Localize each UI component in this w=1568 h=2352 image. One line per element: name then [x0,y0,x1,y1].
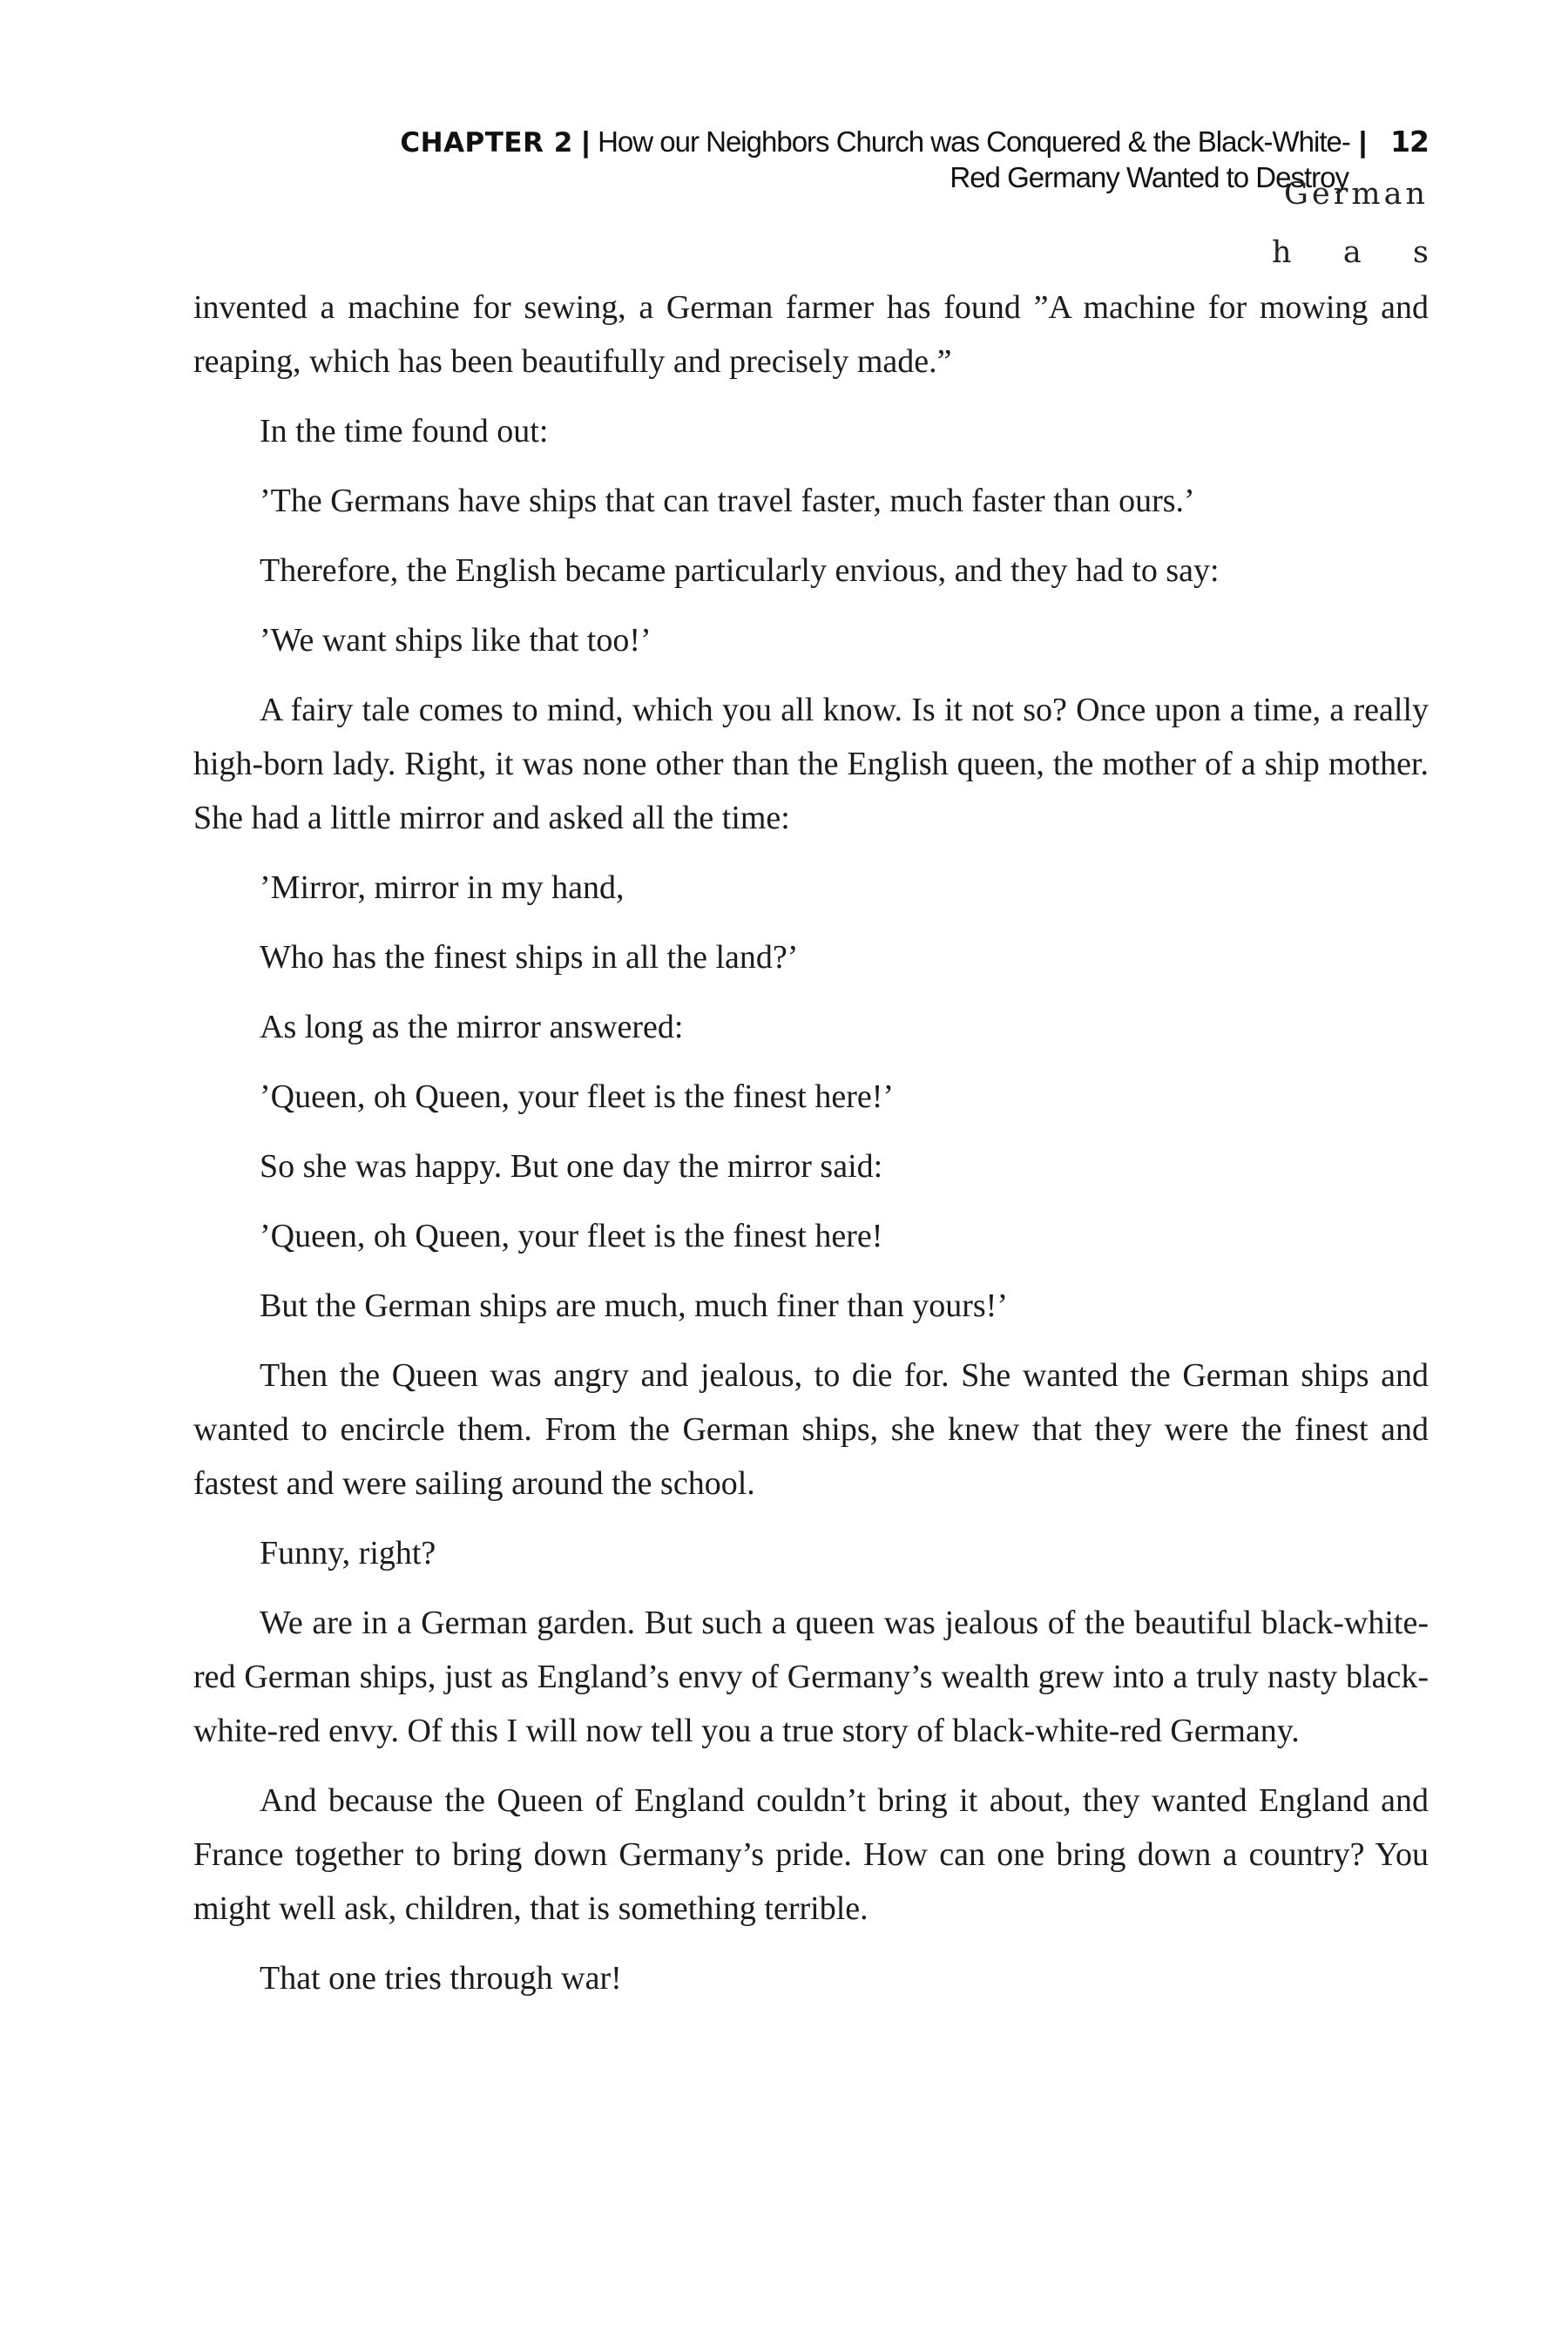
paragraph: ’The Germans have ships that can travel faster, much faster than ours.’ [260,483,1195,519]
paragraph: ’Queen, oh Queen, your fleet is the finest here! [260,1218,883,1254]
paragraph: And because the Queen of England couldn’t bring it about, they wanted England and France together to bring down Germany’s pride. How can one bring down a country? You might well ask, children, that is something terrible. [193,1782,1429,1927]
paragraph: So she was happy. But one day the mirror said: [260,1148,883,1185]
header-separator: | [581,125,590,158]
paragraph: As long as the mirror answered: [260,1009,684,1045]
chapter-title-line-1: How our Neighbors Church was Conquered & the Black-White- [598,125,1350,158]
spread-text-fragment [1272,235,1429,270]
overlapping-text-fragment: German [1284,177,1429,212]
paragraph: But the German ships are much, much finer than yours!’ [260,1288,1008,1324]
header-separator-2: | [1358,125,1367,158]
paragraph: Funny, right? [260,1535,436,1571]
chapter-title-line-2: Red Germany Wanted to Destroy [950,161,1348,193]
paragraph: ’We want ships like that too!’ [260,622,652,659]
body-text [193,280,1429,2021]
spread-letter: s [1413,235,1429,270]
paragraph: Then the Queen was angry and jealous, to die for. She wanted the German ships and wanted to encircle them. From the German ships, she knew that they were the finest and fastest and were sailing around the school. [193,1357,1429,1502]
running-header [192,125,1429,195]
paragraph: In the time found out: [260,413,549,449]
header-line-1 [192,125,1429,160]
paragraph: That one tries through war! [260,1960,622,1997]
spread-letter: a [1342,235,1362,270]
paragraph: A fairy tale comes to mind, which you all know. Is it not so? Once upon a time, a really high-born lady. Right, it was none other than the English queen, the mother of a ship mother. She had a little mirror and asked all the time: [193,692,1429,836]
paragraph: Therefore, the English became particularly envious, and they had to say: [260,552,1220,589]
page-number: 12 [1390,125,1429,159]
paragraph: invented a machine for sewing, a German farmer has found ”A machine for mowing and reaping, which has been beautifully and precisely made.” [193,289,1429,380]
chapter-label: CHAPTER 2 [400,127,573,159]
spread-letter: h [1272,235,1292,270]
paragraph: ’Mirror, mirror in my hand, [260,869,625,906]
paragraph: We are in a German garden. But such a queen was jealous of the beautiful black-white-red German ships, just as England’s envy of Germany’s wealth grew into a truly nasty black-white-red envy. Of this I will now tell you a true story of black-white-red Germany. [193,1605,1429,1749]
paragraph: Who has the finest ships in all the land?’ [260,939,799,976]
paragraph: ’Queen, oh Queen, your fleet is the finest here!’ [260,1078,895,1115]
